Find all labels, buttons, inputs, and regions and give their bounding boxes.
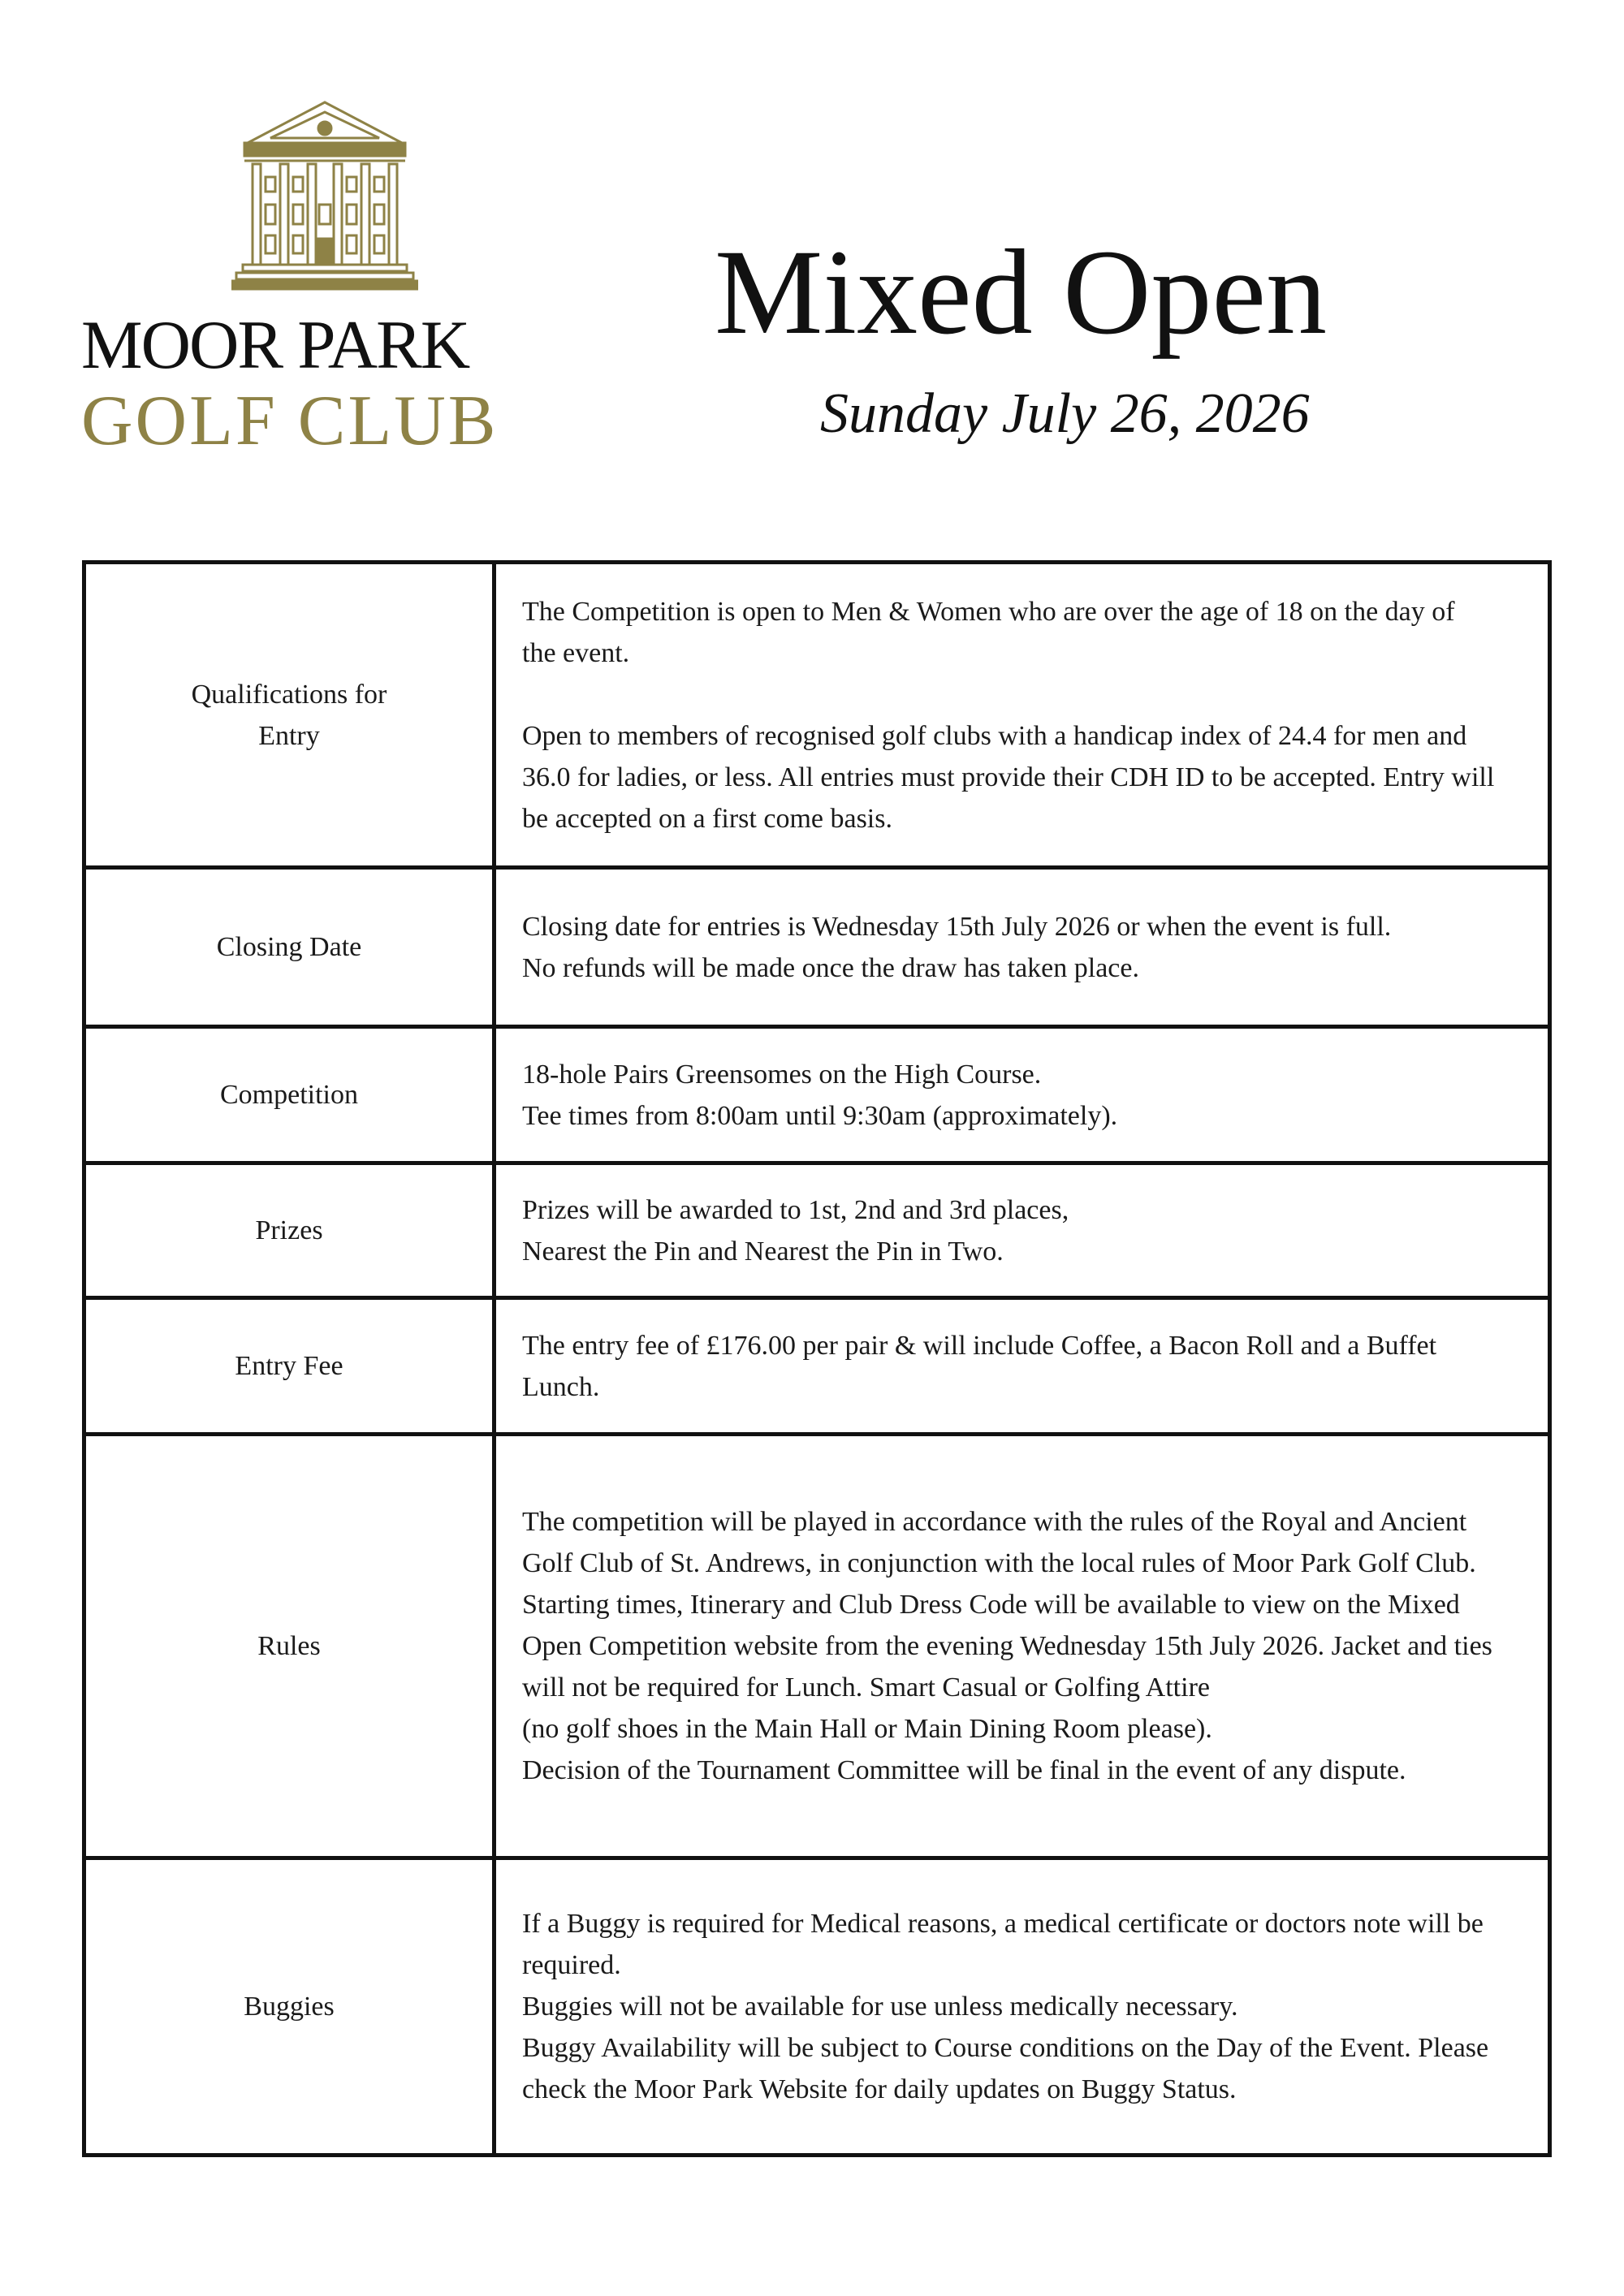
row-label-text: Entry Fee xyxy=(235,1351,343,1381)
row-label xyxy=(84,563,495,868)
row-paragraph: The competition will be played in accordance with the rules of the Royal and Ancient Golf Club of St. Andrews, in conjunction with the local rules of Moor Park Golf Club. Starting times, Itinerary and Club Dress Code will be available to view on the Mixed Open Competition website from the evening Wednesday 15th July 2026. Jacket and ties will not be required for Lunch. Smart Casual or Golfing Attire (no golf shoes in the Main Hall or Main Dining Room please). Decision of the Tournament Committee will be final in the event of any dispute. xyxy=(522,1507,1492,1785)
row-paragraph: Open to members of recognised golf clubs with a handicap index of 24.4 for men and 36.0 for ladies, or less. All entries must provide their CDH ID to be accepted. Entry will be accepted on a first come basis. xyxy=(522,720,1495,834)
row-label xyxy=(84,868,495,1027)
row-paragraph: If a Buggy is required for Medical reasons, a medical certificate or doctors note will be required. Buggies will not be available for use unless medically necessary. Buggy Availability will be subject to Course conditions on the Day of the Event. Please check the Moor Park Website for daily updates on Buggy Status. xyxy=(522,1909,1489,2104)
table-row-prizes xyxy=(84,1163,1550,1298)
row-content xyxy=(495,868,1550,1027)
row-content xyxy=(495,1435,1550,1858)
row-paragraph: Closing date for entries is Wednesday 15th July 2026 or when the event is full. No refunds will be made once the draw has taken place. xyxy=(522,911,1392,983)
logo-text-golf-club: GOLF CLUB xyxy=(81,382,499,460)
row-paragraph: 18-hole Pairs Greensomes on the High Course. Tee times from 8:00am until 9:30am (approximately). xyxy=(522,1059,1118,1131)
row-label-text: Competition xyxy=(220,1080,358,1110)
table-row-qualifications xyxy=(84,563,1550,868)
row-paragraph: Prizes will be awarded to 1st, 2nd and 3rd places, Nearest the Pin and Nearest the Pin in Two. xyxy=(522,1194,1069,1267)
club-logo xyxy=(81,96,568,461)
table-row-entry-fee xyxy=(84,1298,1550,1435)
row-paragraph: The entry fee of £176.00 per pair & will include Coffee, a Bacon Roll and a Buffet Lunch. xyxy=(522,1330,1437,1402)
row-content xyxy=(495,1858,1550,2156)
row-label xyxy=(84,1435,495,1858)
table-row-competition xyxy=(84,1027,1550,1163)
row-content xyxy=(495,1298,1550,1435)
row-content xyxy=(495,1027,1550,1163)
row-label xyxy=(84,1298,495,1435)
row-paragraph: The Competition is open to Men & Women who are over the age of 18 on the day of the event. xyxy=(522,596,1455,668)
row-label xyxy=(84,1027,495,1163)
row-label-text: Qualifications for Entry xyxy=(191,679,387,751)
clubhouse-icon xyxy=(231,96,418,295)
logo-text-moor-park: MOOR PARK xyxy=(81,307,469,383)
row-content xyxy=(495,563,1550,868)
event-details-table xyxy=(82,560,1552,2157)
table-row-buggies xyxy=(84,1858,1550,2156)
event-date: Sunday July 26, 2026 xyxy=(820,382,1310,445)
table-row-rules xyxy=(84,1435,1550,1858)
row-label xyxy=(84,1163,495,1298)
row-label xyxy=(84,1858,495,2156)
row-label-text: Prizes xyxy=(255,1215,323,1245)
row-content xyxy=(495,1163,1550,1298)
table-row-closing-date xyxy=(84,868,1550,1027)
page-title: Mixed Open xyxy=(715,225,1328,360)
row-label-text: Closing Date xyxy=(216,932,362,962)
row-label-text: Buggies xyxy=(244,1992,335,2022)
row-label-text: Rules xyxy=(257,1631,321,1661)
